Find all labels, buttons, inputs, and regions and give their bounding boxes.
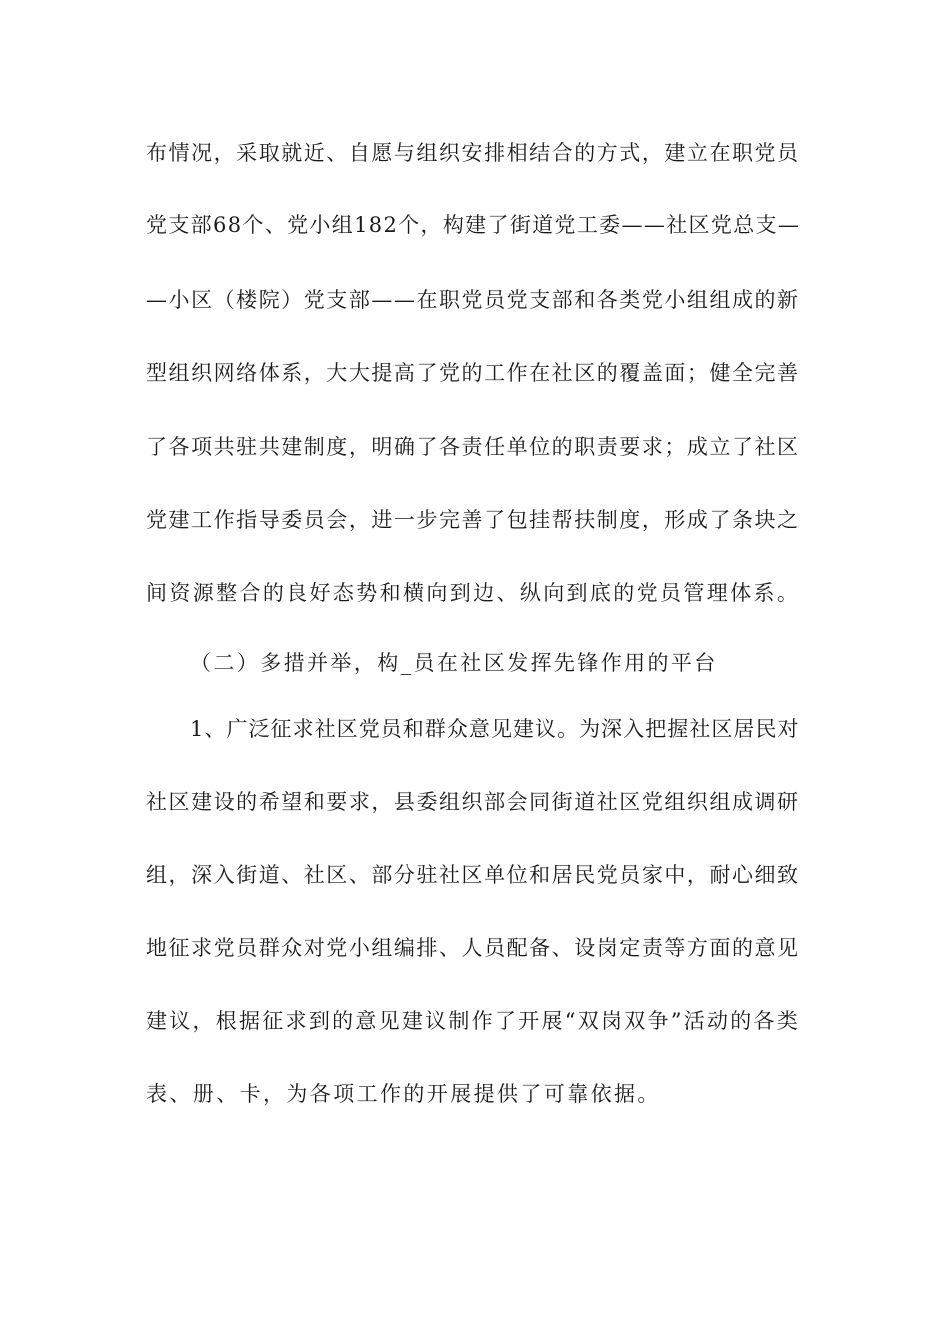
paragraph-line: 组，深入街道、社区、部分驻社区单位和居民党员家中，耐心细致	[146, 863, 800, 887]
paragraph-line: —小区（楼院）党支部——在职党员党支部和各类党小组组成的新	[146, 288, 800, 312]
paragraph-line: 1、广泛征求社区党员和群众意见建议。为深入把握社区居民对	[190, 717, 800, 741]
paragraph-line: 地征求党员群众对党小组编排、人员配备、设岗定责等方面的意见	[146, 936, 800, 960]
paragraph-line: 型组织网络体系，大大提高了党的工作在社区的覆盖面；健全完善	[146, 361, 800, 385]
paragraph-line: 了各项共驻共建制度，明确了各责任单位的职责要求；成立了社区	[146, 435, 800, 459]
paragraph-line: 社区建设的希望和要求，县委组织部会同街道社区党组织组成调研	[146, 790, 800, 814]
paragraph-line: 党建工作指导委员会，进一步完善了包挂帮扶制度，形成了条块之	[146, 508, 800, 532]
paragraph-line: 间资源整合的良好态势和横向到边、纵向到底的党员管理体系。	[146, 581, 801, 605]
paragraph-line: 表、册、卡，为各项工作的开展提供了可靠依据。	[146, 1082, 661, 1106]
paragraph-line: 建议，根据征求到的意见建议制作了开展“双岗双争”活动的各类	[146, 1009, 801, 1033]
paragraph-line: 布情况，采取就近、自愿与组织安排相结合的方式，建立在职党员	[146, 141, 800, 165]
section-heading: （二）多措并举，构_员在社区发挥先锋作用的平台	[190, 651, 718, 675]
paragraph-line: 党支部68个、党小组182个，构建了街道党工委——社区党总支—	[146, 213, 801, 237]
